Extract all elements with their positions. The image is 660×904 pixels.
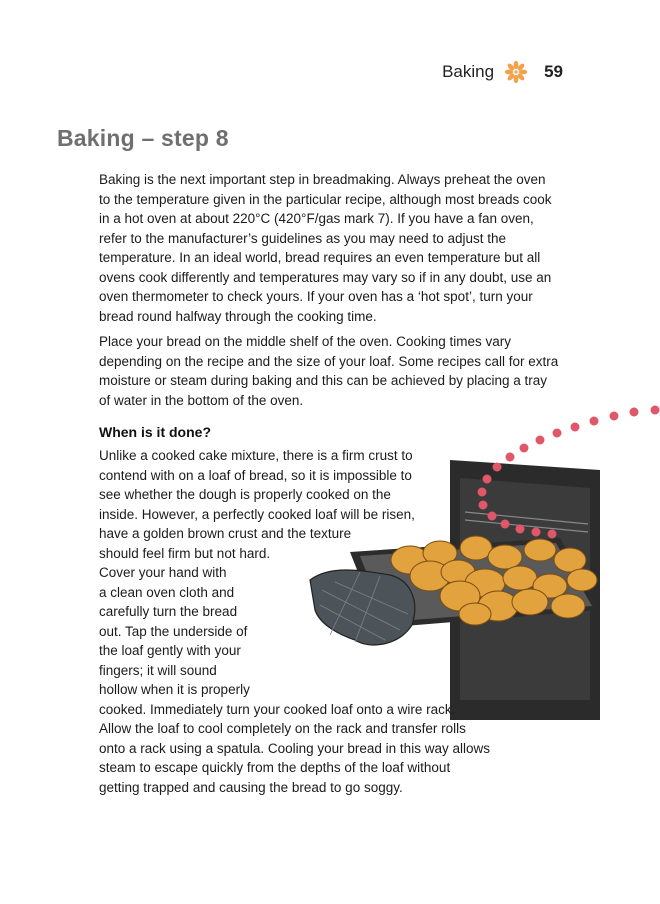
text-line: cooked. Immediately turn your cooked loaf onto a wire rack. bbox=[99, 701, 456, 717]
text-line: a clean oven cloth and bbox=[99, 584, 235, 600]
running-header bbox=[442, 60, 563, 84]
paragraph-preheat: Baking is the next important step in breadmaking. Always preheat the oven to the temperature given in the particular recipe, although most breads cook in a hot oven at about 220°C (420°F/gas mark 7). If you have a fan oven, refer to the manufacturer’s guidelines as you may need to adjust the temperature. In an ideal world, bread requires an even temperature but all ovens cook differently and temperatures may vary so if in any doubt, use an oven thermometer to check yours. If your oven has a ‘hot spot’, turn your bread round halfway through the cooking time. bbox=[99, 172, 552, 324]
page-title: Baking – step 8 bbox=[57, 125, 229, 151]
text-line: should feel firm but not hard. bbox=[99, 545, 271, 561]
paragraph-shelf: Place your bread on the middle shelf of the oven. Cooking times vary depending on the recipe and the size of your loaf. Some recipes call for extra moisture or steam during baking and this can be achieved by placing a tray of water in the bottom of the oven. bbox=[99, 334, 559, 408]
text-line: Cover your hand with bbox=[99, 565, 227, 580]
text-line: the loaf gently with your bbox=[99, 643, 241, 658]
page-number: 59 bbox=[544, 62, 563, 81]
text-line: getting trapped and causing the bread to go soggy. bbox=[99, 779, 403, 795]
text-line: carefully turn the bread bbox=[99, 604, 238, 619]
text-line: inside. However, a perfectly cooked loaf will be risen, bbox=[99, 506, 415, 522]
text-line: steam to escape quickly from the depths of the loaf without bbox=[99, 760, 451, 775]
subheading-when-done: When is it done? bbox=[99, 424, 211, 440]
text-line: contend with on a loaf of bread, so it is impossible to bbox=[99, 467, 412, 483]
text-line: fingers; it will sound bbox=[99, 662, 217, 678]
text-line: Unlike a cooked cake mixture, there is a firm crust to bbox=[99, 448, 413, 463]
orange-flower-icon bbox=[504, 60, 528, 84]
oven-cloth bbox=[310, 570, 415, 645]
text-line: out. Tap the underside of bbox=[99, 623, 248, 639]
text-line: hollow when it is properly bbox=[99, 682, 250, 697]
text-line: have a golden brown crust and the texture bbox=[99, 526, 352, 541]
text-line: Allow the loaf to cool completely on the rack and transfer rolls bbox=[99, 721, 466, 736]
text-line: onto a rack using a spatula. Cooling your bread in this way allows bbox=[99, 740, 490, 756]
section-name: Baking bbox=[442, 62, 495, 81]
text-line: see whether the dough is properly cooked on the bbox=[99, 487, 391, 502]
